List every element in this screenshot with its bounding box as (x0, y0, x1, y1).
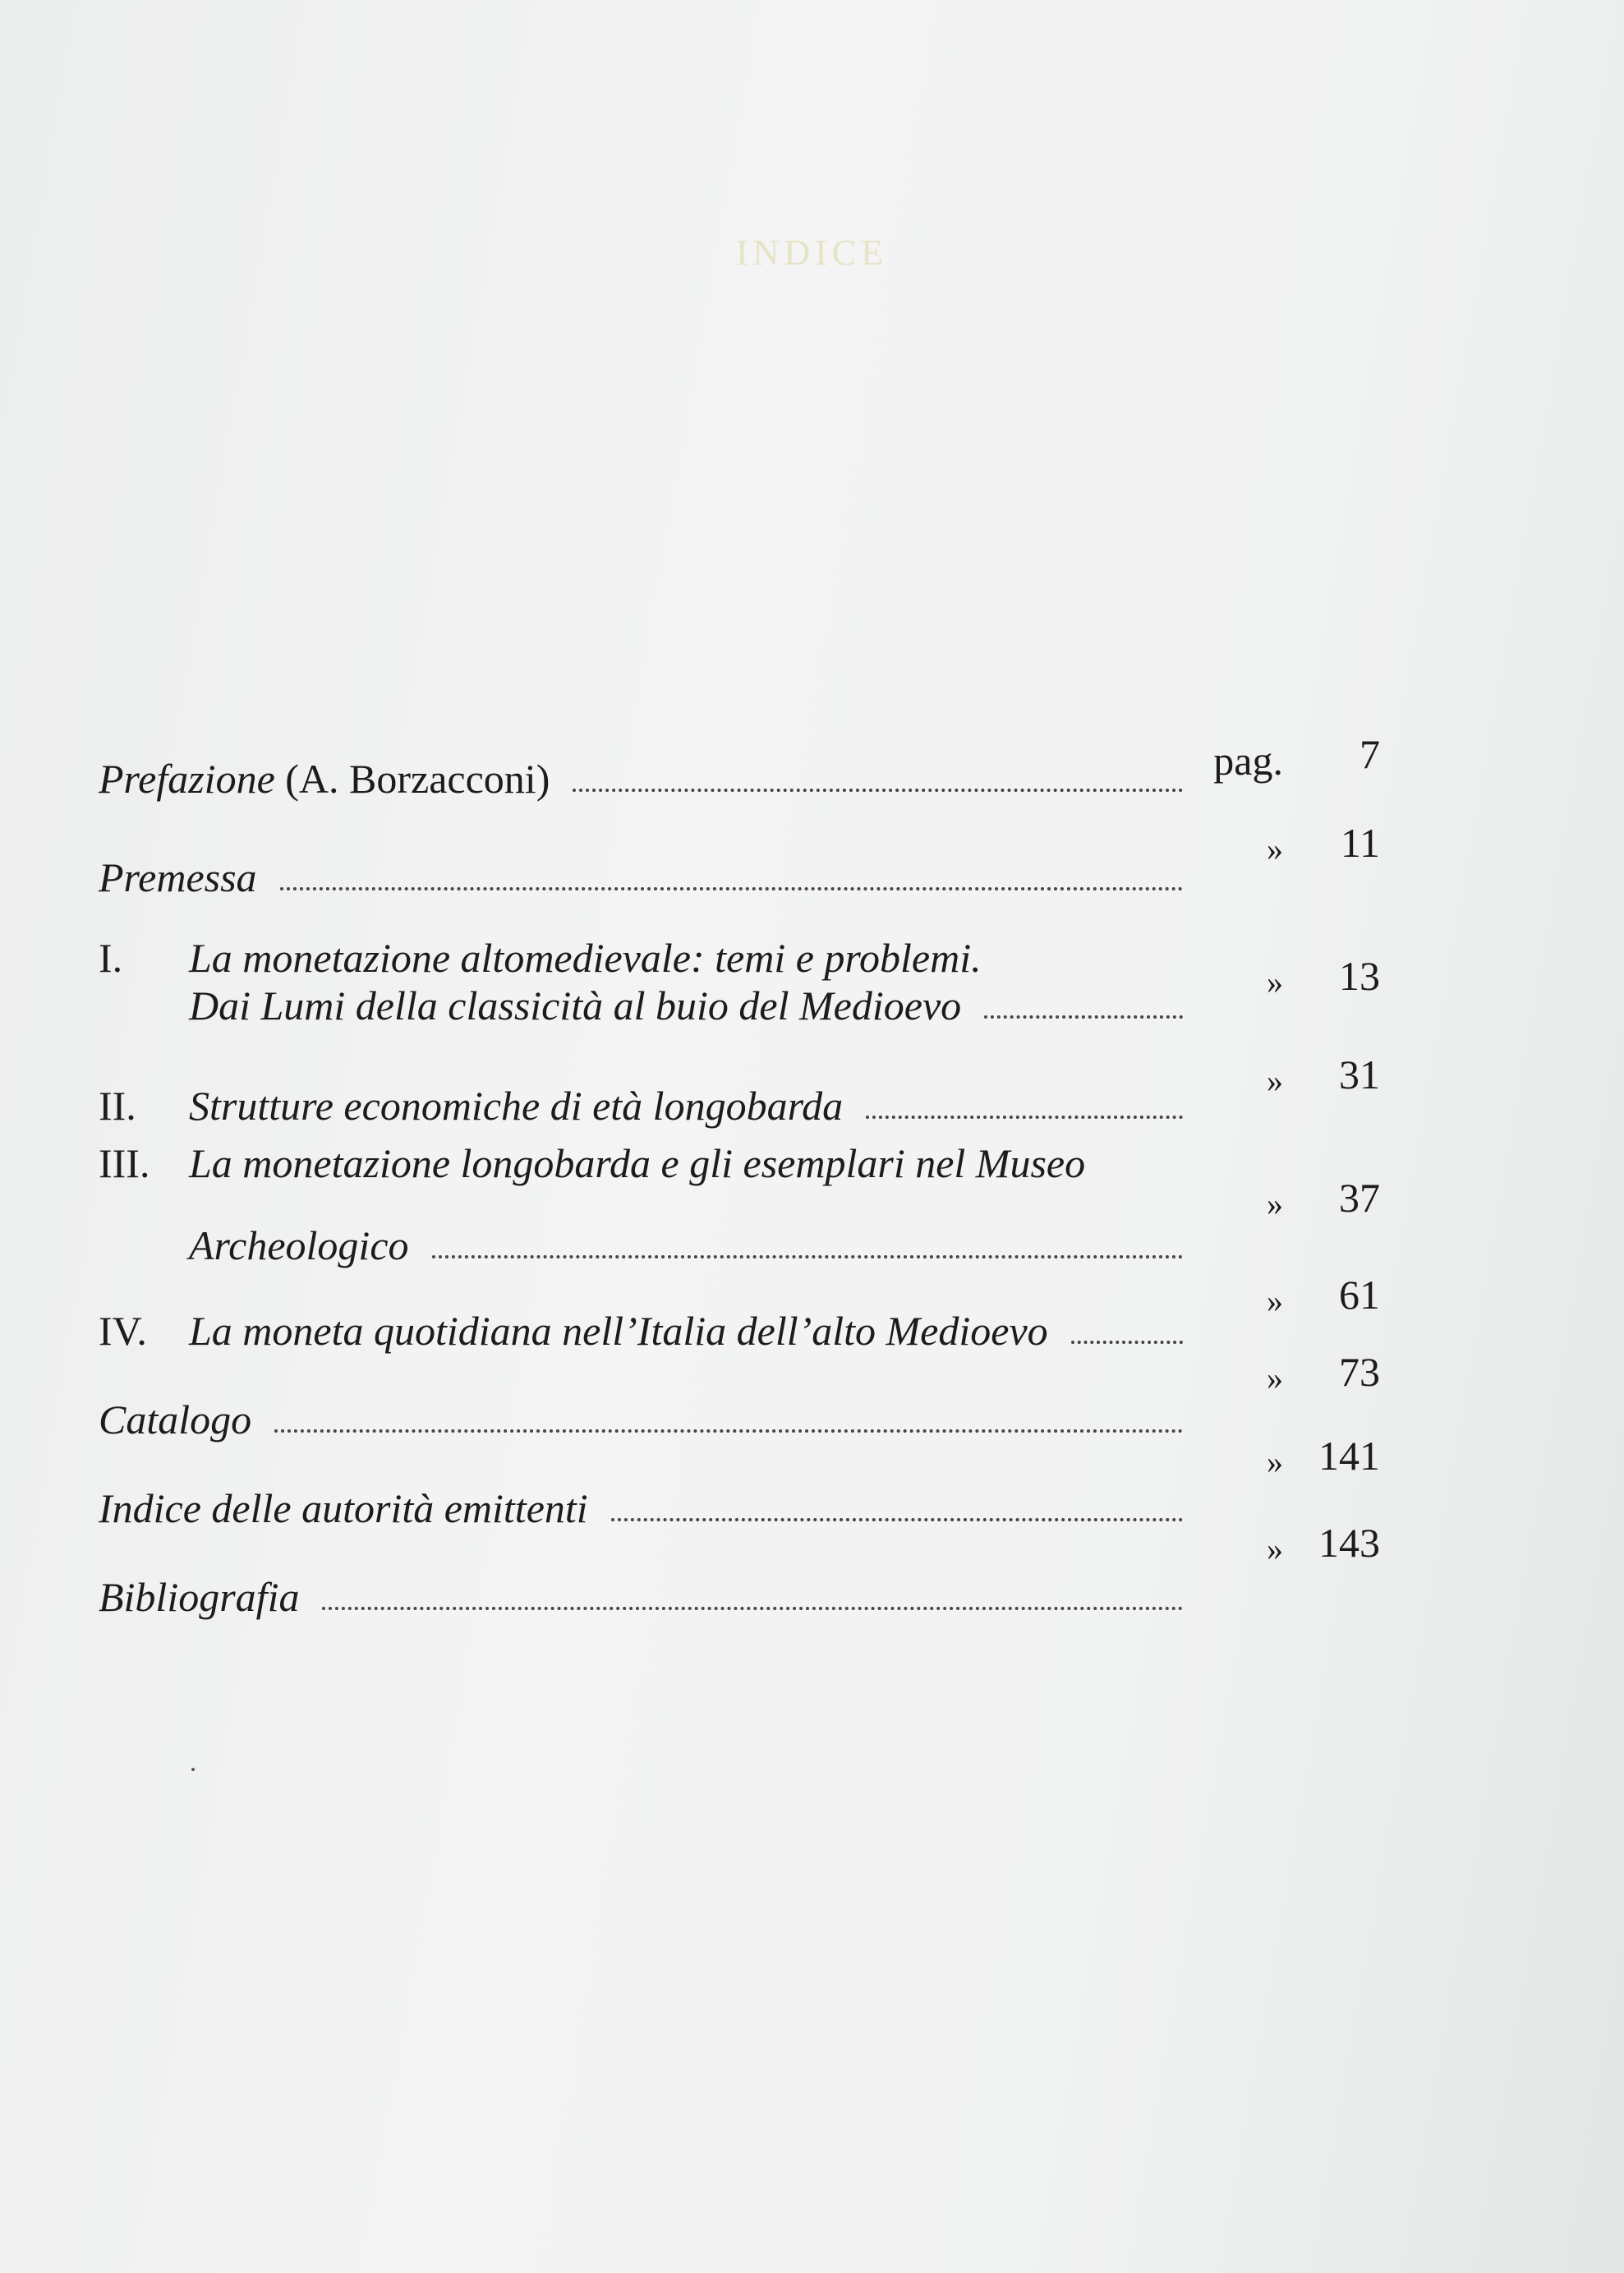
toc-entry-title-line-2: Dai Lumi della classicità al buio del Medioevo (189, 982, 962, 1028)
page-number: 37 (1339, 1175, 1380, 1221)
dot-leader (984, 1015, 1183, 1019)
page-number: 61 (1339, 1272, 1380, 1318)
toc-entry-title: Indice delle autorità emittenti (99, 1485, 588, 1531)
ditto-mark: » (1267, 831, 1283, 867)
page-number: 7 (1359, 731, 1380, 777)
toc-entry-title: Strutture economiche di età longobarda (189, 1083, 844, 1129)
toc-entry-title-line-2: Archeologico (189, 1222, 409, 1268)
ditto-mark: » (1267, 1360, 1283, 1396)
page-number: 11 (1340, 820, 1380, 866)
dot-leader (573, 789, 1183, 792)
toc-entry-title: Prefazione (99, 756, 275, 802)
toc-entry-author: (A. Borzacconi) (274, 756, 550, 802)
dot-leader (322, 1607, 1183, 1610)
chapter-numeral: I. (99, 935, 123, 981)
page-number: 31 (1339, 1051, 1380, 1097)
toc-entry-title: Bibliografia (99, 1574, 300, 1620)
page-title: INDICE (735, 232, 889, 273)
toc-entry-title: La monetazione altomedievale: temi e problemi. (189, 935, 982, 981)
page-number: 13 (1339, 953, 1380, 999)
page-number: 141 (1318, 1433, 1380, 1479)
page-number: 143 (1318, 1520, 1380, 1566)
dot-leader (274, 1429, 1183, 1433)
toc-entry-title: La moneta quotidiana nell’Italia dell’alto Medioevo (189, 1308, 1048, 1354)
ditto-mark: » (1267, 1282, 1283, 1319)
toc-entry-title: Premessa (99, 854, 257, 900)
dot-leader (866, 1116, 1183, 1119)
chapter-numeral: IV. (99, 1308, 147, 1354)
ditto-mark: » (1267, 1062, 1283, 1099)
dot-leader (1071, 1341, 1183, 1344)
dot-leader (280, 887, 1183, 890)
toc-entry-title: Catalogo (99, 1396, 252, 1442)
toc-entry-title: La monetazione longobarda e gli esemplari nel Museo (189, 1140, 1086, 1186)
chapter-numeral: III. (99, 1140, 150, 1186)
dot-leader (432, 1255, 1183, 1258)
ditto-mark: » (1267, 1185, 1283, 1222)
ditto-mark: » (1267, 1443, 1283, 1480)
ditto-mark: » (1267, 1530, 1283, 1567)
dot-leader (611, 1518, 1183, 1521)
paper-speck (191, 1768, 195, 1771)
chapter-numeral: II. (99, 1083, 136, 1129)
page-label: pag. (1213, 738, 1283, 784)
page-number: 73 (1339, 1349, 1380, 1395)
ditto-mark: » (1267, 964, 1283, 1001)
